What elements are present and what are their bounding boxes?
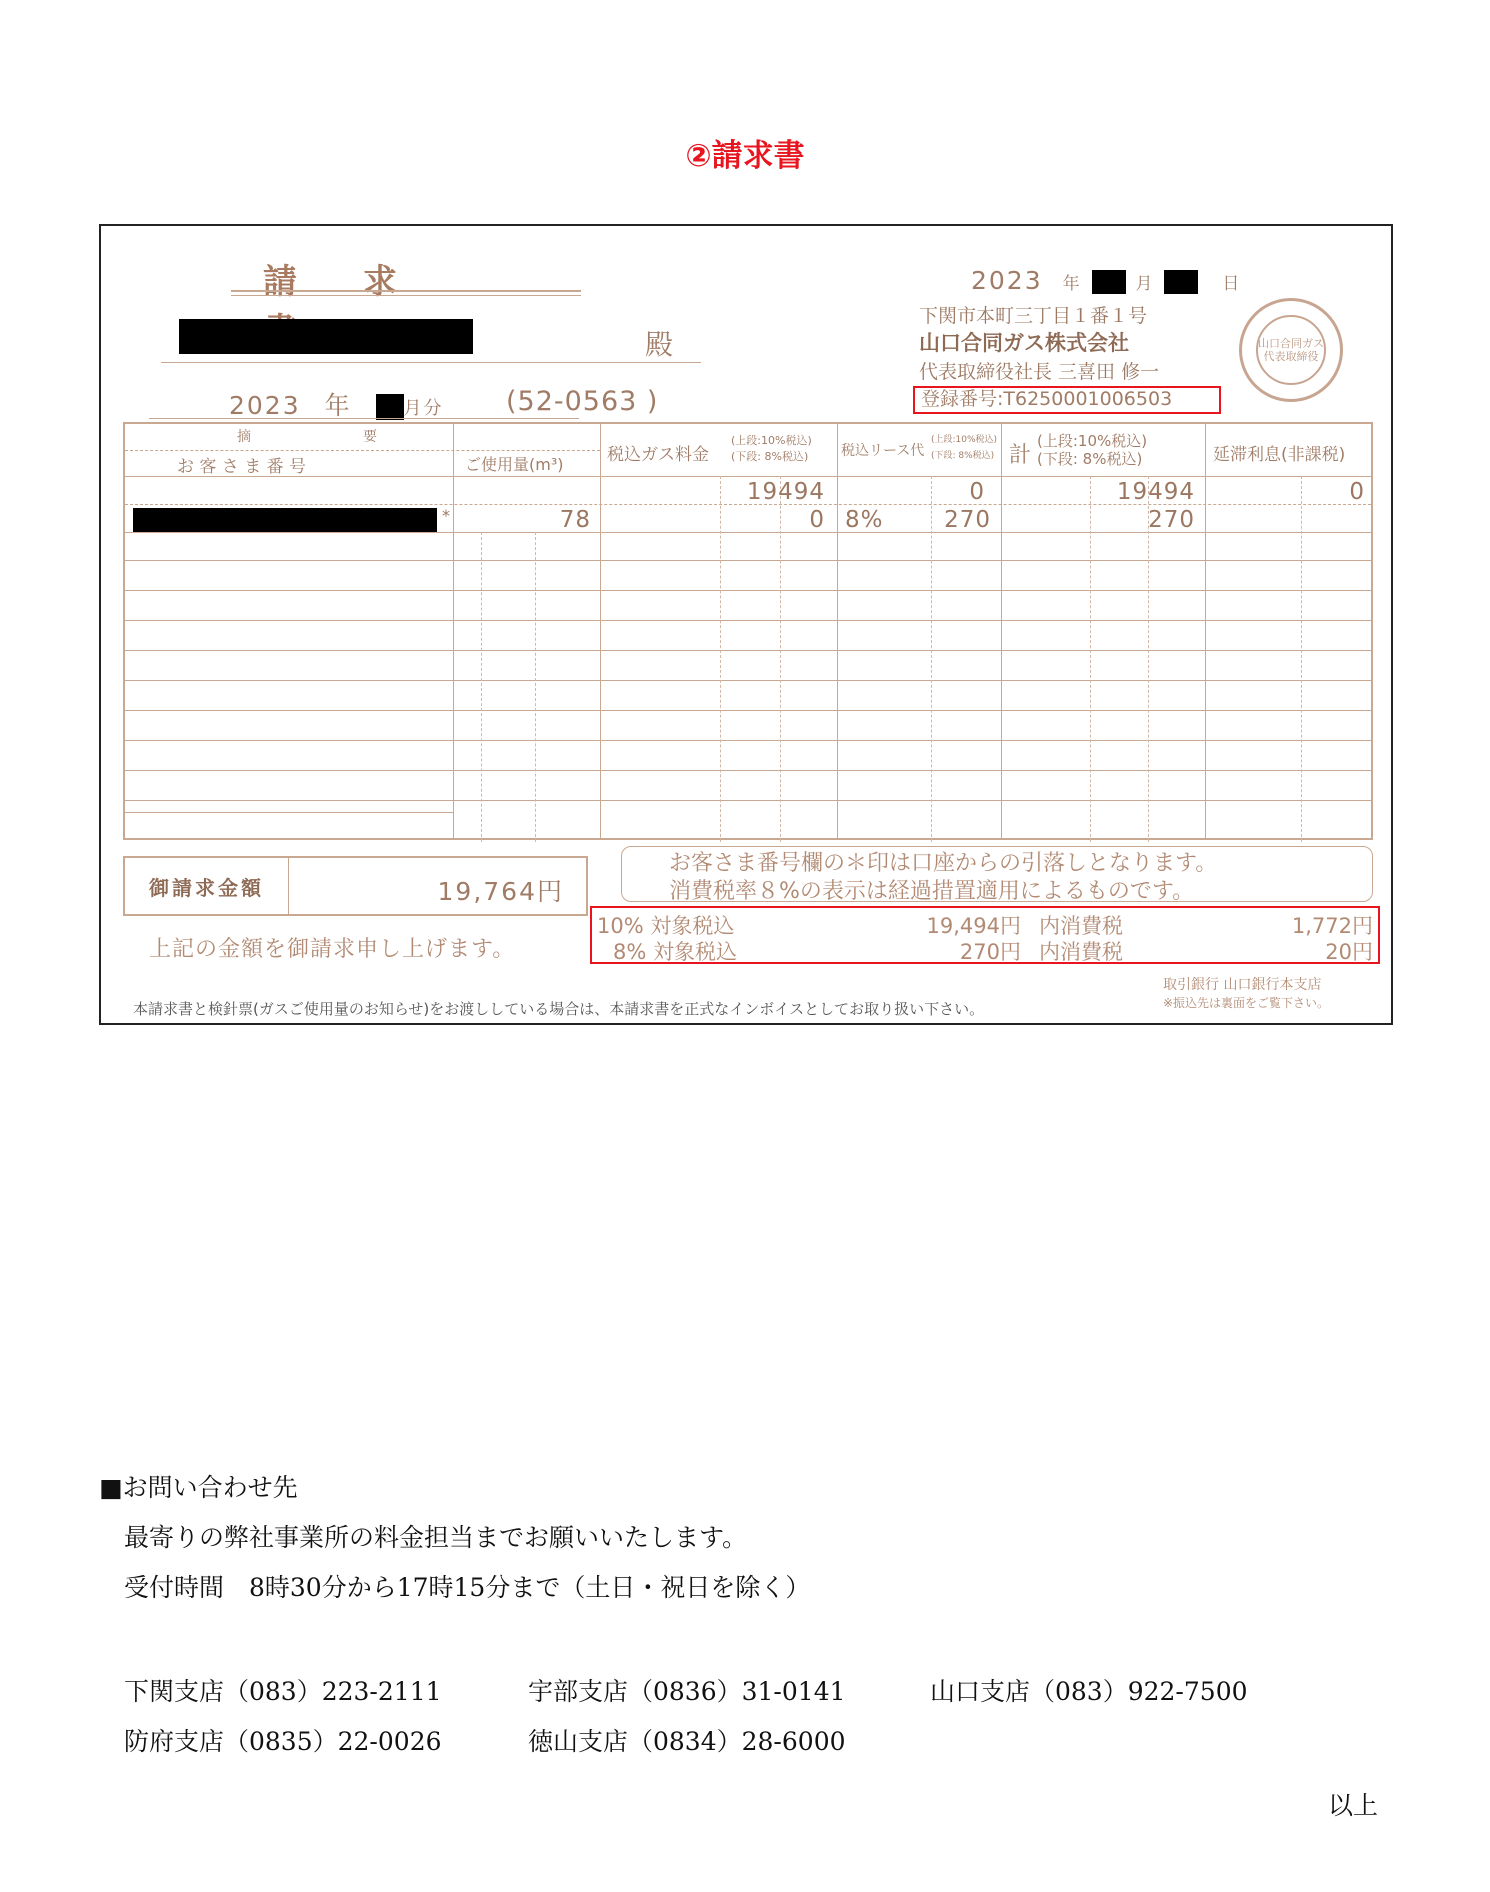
period-year-suffix: 年 <box>324 391 352 420</box>
note-direct-debit: お客さま番号欄の＊印は口座からの引落しとなります。 <box>669 851 1218 876</box>
branch-hofu: 防府支店（0835）22-0026 <box>124 1727 442 1756</box>
date-day-suffix: 日 <box>1222 274 1242 294</box>
seal-text: 山口合同ガス代表取締役 <box>1256 315 1326 385</box>
total-amount-value: 19,764円 <box>437 877 564 906</box>
contact-hours: 受付時間 8時30分から17時15分まで（土日・祝日を除く） <box>124 1573 811 1602</box>
lease-note-upper: (上段:10%税込) <box>931 435 998 445</box>
row1-lease: 0 <box>969 479 985 505</box>
customer-number-header: お 客 さ ま 番 号 <box>177 457 307 477</box>
tax8-amount: 270円 <box>959 940 1021 964</box>
honorific: 殿 <box>645 328 674 361</box>
total-note-lower: (下段: 8%税込) <box>1037 450 1143 468</box>
total-amount-label: 御請求金額 <box>125 858 289 914</box>
tax10-tax-label: 内消費税 <box>1039 914 1123 938</box>
row2-gas-fee: 0 <box>809 507 825 533</box>
customer-code: (52-0563 ) <box>506 386 659 417</box>
contact-line1: 最寄りの弊社事業所の料金担当までお願いいたします。 <box>124 1523 748 1552</box>
charges-table <box>123 422 1373 840</box>
redacted-month <box>376 394 404 420</box>
date-month-suffix: 月 <box>1135 274 1155 294</box>
row1-total: 19494 <box>1116 479 1195 505</box>
redacted-customer-number <box>133 508 437 532</box>
row2-lease: 270 <box>944 507 991 533</box>
invoice-image <box>99 224 1393 1025</box>
date-year: 2023 <box>971 266 1043 295</box>
row2-usage: 78 <box>559 507 591 533</box>
gas-fee-header: 税込ガス料金 <box>607 445 709 465</box>
registration-number: 登録番号:T6250001006503 <box>913 386 1221 414</box>
heading-underline <box>231 295 581 296</box>
note-tax-rate: 消費税率８%の表示は経過措置適用によるものです。 <box>669 879 1195 904</box>
invoice-heading: 請求 <box>263 262 463 302</box>
tax8-label: 8% 対象税込 <box>613 940 737 964</box>
lease-fee-header: 税込リース代 <box>841 443 925 459</box>
gas-fee-note-lower: (下段: 8%税込) <box>731 450 809 463</box>
tax10-label: 10% 対象税込 <box>597 914 735 938</box>
representative: 代表取締役社長 三喜田 修一 <box>919 361 1160 383</box>
invoice-footnote: 本請求書と検針票(ガスご使用量のお知らせ)をお渡ししている場合は、本請求書を正式なインボイスとしてお取り扱い下さい。 <box>133 1000 985 1018</box>
period-month-suffix: 月分 <box>403 398 444 419</box>
branch-ube: 宇部支店（0836）31-0141 <box>528 1677 846 1706</box>
date-year-suffix: 年 <box>1062 274 1082 294</box>
tax8-tax: 20円 <box>1325 940 1373 964</box>
branch-tokuyama: 徳山支店（0834）28-6000 <box>528 1727 846 1756</box>
period-underline <box>149 418 579 419</box>
name-underline <box>161 362 701 363</box>
gas-fee-note-upper: (上段:10%税込) <box>731 434 812 447</box>
company-address: 下関市本町三丁目１番１号 <box>919 305 1148 327</box>
usage-header: ご使用量(m³) <box>465 455 564 474</box>
tax10-amount: 19,494円 <box>926 914 1021 938</box>
row2-total: 270 <box>1148 507 1195 533</box>
row2-lease-rate: 8% <box>845 507 884 533</box>
row1-interest: 0 <box>1349 479 1365 505</box>
branch-shimonoseki: 下関支店（083）223-2111 <box>124 1677 442 1706</box>
page-title: ②請求書 <box>685 138 805 174</box>
contact-heading: ■お問い合わせ先 <box>99 1473 298 1502</box>
bank-info: 取引銀行 山口銀行本支店 <box>1163 977 1322 993</box>
tax10-tax: 1,772円 <box>1291 914 1373 938</box>
company-seal-icon <box>1239 298 1343 402</box>
heading-underline <box>231 290 581 292</box>
late-interest-header: 延滞利息(非課税) <box>1213 445 1346 465</box>
total-header: 計 <box>1009 443 1032 468</box>
row2-asterisk: * <box>442 506 451 525</box>
bank-note: ※振込先は裏面をご覧下さい。 <box>1163 996 1330 1010</box>
total-note-upper: (上段:10%税込) <box>1037 432 1148 450</box>
tax8-tax-label: 内消費税 <box>1039 940 1123 964</box>
company-name: 山口合同ガス株式会社 <box>919 331 1129 355</box>
total-amount-box <box>123 856 588 916</box>
lease-note-lower: (下段: 8%税込) <box>931 451 995 461</box>
redacted-month <box>1092 270 1126 294</box>
period-year: 2023 <box>229 391 301 420</box>
request-text: 上記の金額を御請求申し上げます。 <box>149 937 516 962</box>
branch-yamaguchi: 山口支店（083）922-7500 <box>930 1677 1248 1706</box>
row1-gas-fee: 19494 <box>746 479 825 505</box>
redacted-customer-name <box>179 319 473 354</box>
summary-header: 摘 要 <box>237 429 377 445</box>
issue-date <box>971 266 1241 295</box>
closing-mark: 以上 <box>1328 1791 1379 1820</box>
billing-period <box>229 386 444 422</box>
redacted-day <box>1164 270 1198 294</box>
